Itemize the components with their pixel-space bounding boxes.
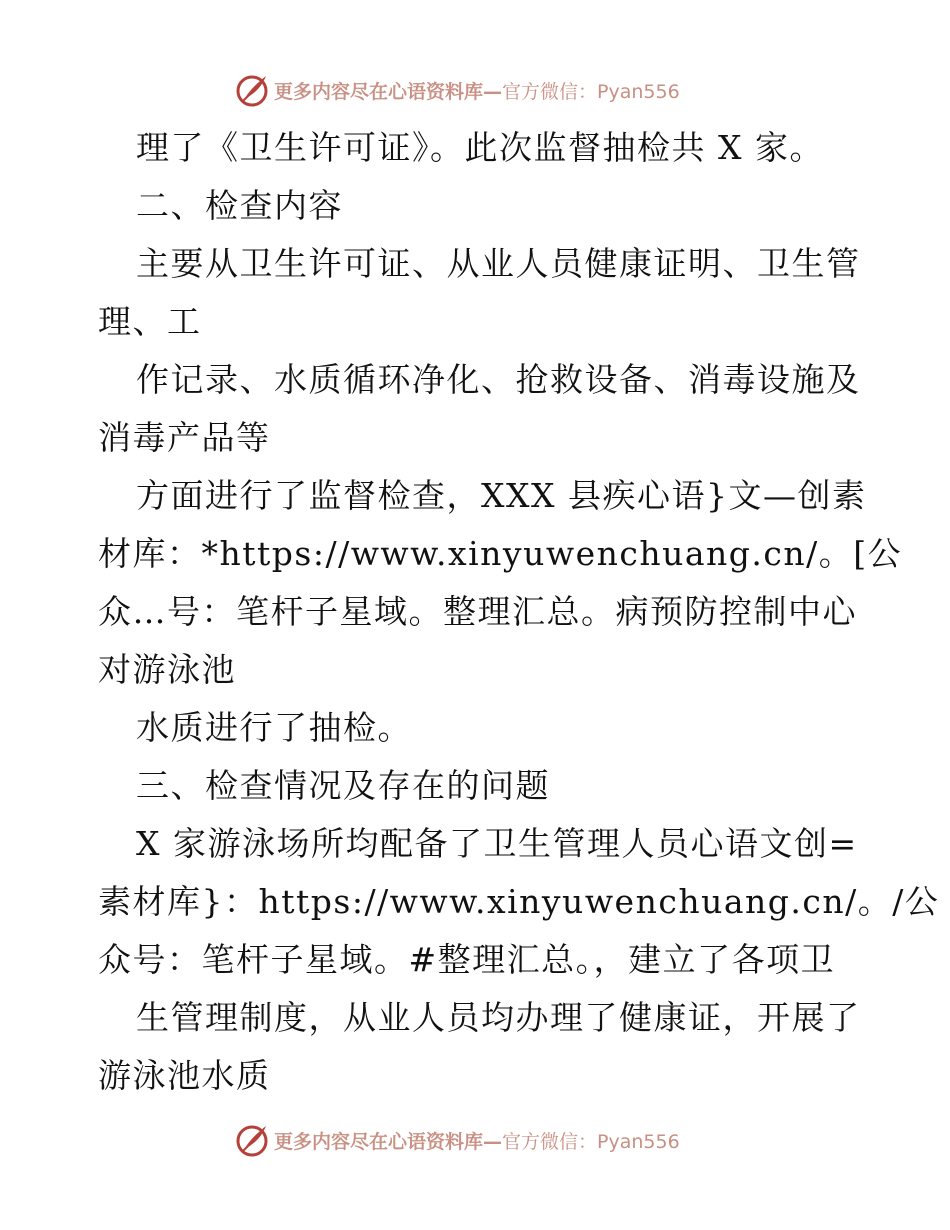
text-line: 水质进行了抽检。	[136, 708, 412, 747]
section-heading: 三、检查情况及存在的问题	[136, 766, 550, 805]
text-line: 方面进行了监督检查，XXX 县疾心语}文—创素	[136, 476, 867, 515]
section-heading: 二、检查内容	[136, 186, 343, 225]
text-line: 生管理制度，从业人员均办理了健康证，开展了	[136, 998, 861, 1037]
banner-text: 更多内容尽在心语资料库—	[274, 80, 503, 103]
footer-watermark-banner	[234, 1120, 680, 1160]
quill-logo-icon	[234, 1122, 270, 1158]
text-line: 作记录、水质循环净化、抢救设备、消毒设施及	[136, 360, 861, 399]
header-watermark-banner	[234, 70, 680, 110]
text-line: 材库：*https://www.xinyuwenchuang.cn/。[公	[98, 534, 903, 573]
text-line: 理、工	[98, 302, 202, 341]
text-line: X 家游泳场所均配备了卫生管理人员心语文创=	[136, 824, 858, 863]
text-line: 理了《卫生许可证》。此次监督抽检共 X 家。	[136, 128, 824, 167]
text-line: 对游泳池	[98, 650, 236, 689]
text-line: 素材库}：https://www.xinyuwenchuang.cn/。/公	[98, 882, 940, 921]
banner-contact: 官方微信：Pyan556	[502, 1130, 680, 1153]
text-line: 主要从卫生许可证、从业人员健康证明、卫生管	[136, 244, 861, 283]
text-line: 游泳池水质	[98, 1056, 271, 1095]
text-line: 消毒产品等	[98, 418, 271, 457]
quill-logo-icon	[234, 72, 270, 108]
banner-text: 更多内容尽在心语资料库—	[274, 1130, 503, 1153]
text-line: 众号：笔杆子星域。#整理汇总。，建立了各项卫	[98, 940, 836, 979]
text-line: 众…号：笔杆子星域。整理汇总。病预防控制中心	[98, 592, 857, 631]
banner-contact: 官方微信：Pyan556	[502, 80, 680, 103]
